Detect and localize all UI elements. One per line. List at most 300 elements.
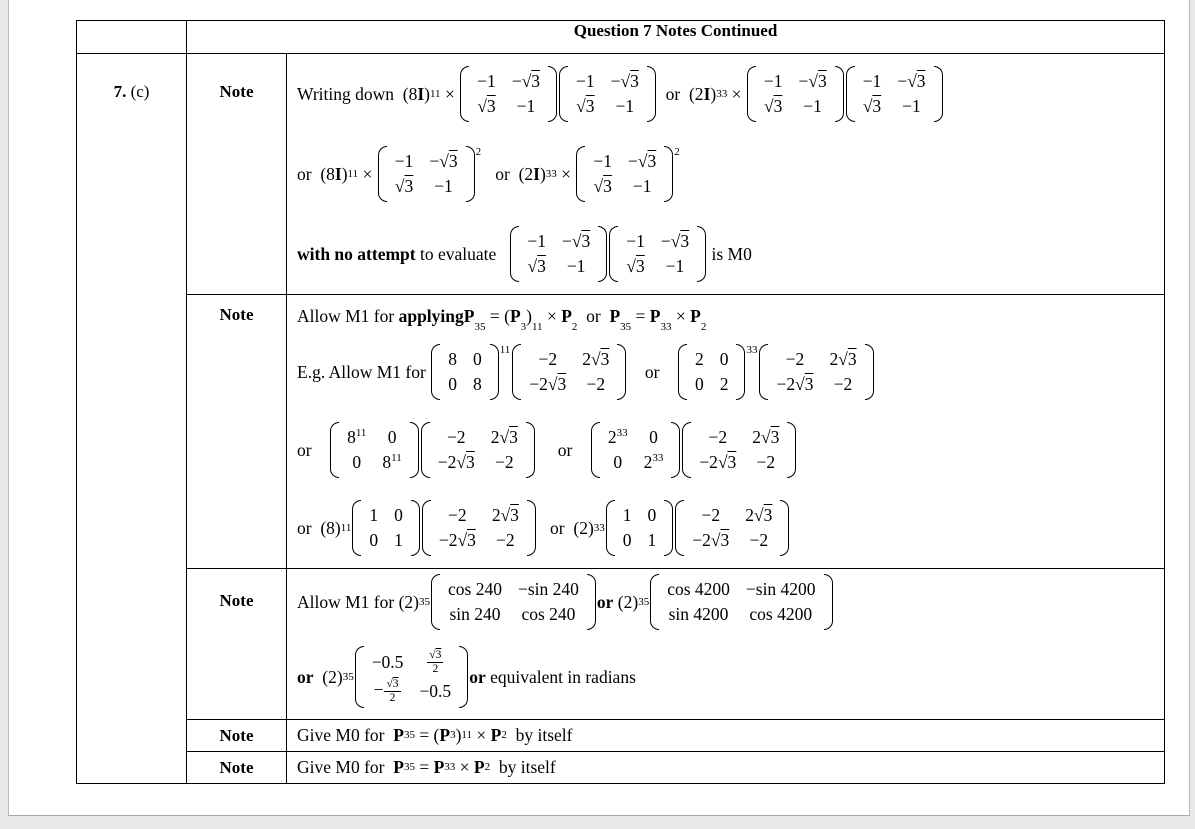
table-row <box>77 295 1165 569</box>
matrix-cell: −2 <box>448 504 467 525</box>
left-paren <box>678 344 687 400</box>
bold-text: I <box>703 83 711 104</box>
sqrt-radicand: 3 <box>581 230 591 251</box>
bold-text: or <box>469 666 486 687</box>
matrix-cell: −√3 <box>429 150 458 171</box>
note-content-3 <box>287 720 1165 752</box>
matrix-exponent: 11 <box>499 344 511 356</box>
matrix <box>460 65 557 123</box>
fraction-denominator: 2 <box>432 663 439 676</box>
matrix <box>352 499 420 557</box>
header-row <box>77 21 1165 54</box>
sqrt-radicand: 3 <box>510 504 519 525</box>
math-line: Give M0 for P 35 = P 33 × P 2 by itself <box>297 756 556 777</box>
matrix-cell: −1 <box>763 70 783 91</box>
left-paren <box>431 344 440 400</box>
matrix-cell: −1 <box>632 176 652 197</box>
right-paren <box>548 66 557 122</box>
matrix-grid <box>440 573 587 631</box>
math-line: Allow M1 for (2) 35 cos 240 −sin 240 sin 240 cos 240 or (2) 35 cos 4200 −sin 4200 sin 4200 cos 4200 <box>297 569 1158 635</box>
matrix-cell: −√3 <box>610 70 639 91</box>
sqrt-radicand: 3 <box>509 426 518 447</box>
header-empty-cell <box>77 21 187 54</box>
matrix-cell: −2√3 <box>438 530 476 551</box>
matrix-cell: −√3 <box>798 70 827 91</box>
sqrt-expression: √3 <box>576 96 595 117</box>
sqrt-radicand: 3 <box>635 256 645 277</box>
sqrt-expression: √3 <box>717 452 737 473</box>
matrix-cell: −2√3 <box>776 374 814 395</box>
right-paren <box>411 500 420 556</box>
bold-text: I <box>533 163 540 184</box>
sqrt-radicand: 3 <box>467 530 476 551</box>
sqrt-radicand: 3 <box>392 677 399 690</box>
sqrt-expression: √3 <box>499 426 518 447</box>
matrix-cell: 1 <box>622 504 632 525</box>
sqrt-expression: √3 <box>521 70 541 91</box>
right-paren <box>459 646 468 708</box>
left-paren <box>355 646 364 708</box>
matrix-cell: 0 <box>647 504 657 525</box>
matrix-cell: −2 <box>496 530 515 551</box>
matrix-cell: cos 4200 <box>749 604 813 625</box>
table-row <box>77 752 1165 784</box>
superscript: 33 <box>652 452 664 465</box>
matrix-cell: 0 <box>649 426 658 447</box>
fraction-numerator <box>384 678 400 692</box>
matrix <box>378 145 481 203</box>
matrix-cell <box>576 96 594 117</box>
right-paren <box>671 422 680 478</box>
sqrt-radicand: 3 <box>557 374 567 395</box>
sqrt-radicand: 3 <box>680 230 690 251</box>
pdf-page <box>8 0 1190 816</box>
left-paren <box>846 66 855 122</box>
matrix <box>355 645 469 709</box>
matrix-grid <box>691 421 787 479</box>
matrix-cell: −1 <box>665 256 685 277</box>
matrix-grid <box>618 225 697 283</box>
bold-text: P <box>561 306 572 326</box>
right-paren <box>664 500 673 556</box>
superscript: 33 <box>616 426 628 439</box>
sqrt-radicand: 3 <box>773 96 783 117</box>
matrix-cell: 2√3 <box>491 504 519 525</box>
left-paren <box>431 574 440 630</box>
sqrt-expression: √3 <box>907 70 926 91</box>
sqrt-expression: √3 <box>500 504 519 525</box>
table-row <box>77 720 1165 752</box>
matrix-grid <box>521 343 617 401</box>
math-line: with no attempt to evaluate −1 −√3 √3 −1 −1 −√3 √3 −1 is M0 <box>297 214 1158 294</box>
matrix <box>559 65 656 123</box>
matrix-cell: −√3 <box>897 70 926 91</box>
matrix-cell: 0 <box>694 374 704 395</box>
sqrt-radicand: 3 <box>537 256 546 277</box>
left-paren <box>422 500 431 556</box>
matrix-exponent: 33 <box>746 344 758 356</box>
sqrt-expression: √3 <box>571 230 591 251</box>
matrix-grid <box>440 343 490 401</box>
matrix-cell: −1 <box>626 230 645 251</box>
bold-text: or <box>297 666 314 687</box>
left-paren <box>352 500 361 556</box>
right-paren <box>865 344 874 400</box>
matrix-cell: −√3 <box>660 230 690 251</box>
sqrt-expression: √3 <box>637 150 657 171</box>
left-paren <box>759 344 768 400</box>
bold-text: P <box>463 306 475 326</box>
sqrt-expression: √3 <box>477 96 496 117</box>
sqrt-radicand: 3 <box>916 70 926 91</box>
matrix-grid <box>687 343 737 401</box>
matrix-cell <box>764 96 782 117</box>
left-paren <box>512 344 521 400</box>
right-paren <box>664 146 673 202</box>
matrix-cell: −1 <box>434 176 453 197</box>
matrix-cell <box>477 96 495 117</box>
matrix-cell <box>395 176 413 197</box>
sqrt-expression: √3 <box>456 452 475 473</box>
matrix <box>682 421 796 479</box>
matrix-grid <box>756 65 835 123</box>
fraction <box>427 649 443 676</box>
sqrt-radicand: 3 <box>404 176 414 197</box>
superscript: 11 <box>355 426 367 439</box>
math-line: or (8) 11 1 0 0 1 −2 2√3 −2√3 −2 or (2) 33 1 0 0 1 −2 2√3 −2√3 −2 <box>297 489 1158 567</box>
left-paren <box>330 422 339 478</box>
matrix <box>576 145 679 203</box>
matrix-cell: −2 <box>833 374 853 395</box>
left-paren <box>650 574 659 630</box>
matrix-cell: −1 <box>615 96 635 117</box>
bold-text: P <box>393 724 404 745</box>
sqrt-radicand: 3 <box>727 452 737 473</box>
math-line: or $8^{11}$ 0 0 $8^{11}$ −2 2√3 −2√3 −2 or $2^{33}$ 0 0 $2^{33}$ −2 2√3 −2√3 −2 <box>297 411 1158 489</box>
matrix-exponent: 2 <box>674 146 680 158</box>
table-row <box>77 54 1165 295</box>
matrix-cell: −sin 4200 <box>745 578 816 599</box>
notes-table <box>76 20 1165 784</box>
right-paren <box>598 226 607 282</box>
matrix-cell: −2√3 <box>529 374 567 395</box>
bold-text: with no attempt <box>297 243 416 264</box>
fraction-denominator: 2 <box>389 691 396 704</box>
sqrt-expression: √3 <box>527 256 546 277</box>
matrix-cell: −2 <box>785 348 805 369</box>
note-content-0 <box>287 54 1165 295</box>
right-paren <box>526 422 535 478</box>
matrix-grid <box>659 573 823 631</box>
matrix-cell: −2 <box>494 452 514 473</box>
bold-text: applying <box>398 306 464 326</box>
matrix-grid <box>600 421 672 479</box>
sqrt-radicand: 3 <box>486 96 496 117</box>
matrix <box>675 499 789 557</box>
matrix-cell: 2√3 <box>752 426 780 447</box>
left-paren <box>606 500 615 556</box>
matrix-cell: −2 <box>586 374 606 395</box>
right-paren <box>697 226 706 282</box>
math-line: Allow M1 for applying P 35 = ( P 3 ) 11 × P 2 or P 35 = P 33 × P 2 <box>297 306 707 333</box>
sqrt-radicand: 3 <box>466 452 475 473</box>
matrix-grid <box>387 145 466 203</box>
matrix-grid <box>339 421 410 479</box>
matrix-cell: −sin 240 <box>517 578 579 599</box>
matrix-cell: 1 <box>394 530 403 551</box>
right-paren <box>587 574 596 630</box>
superscript: 11 <box>391 452 402 465</box>
bold-text: P <box>690 306 701 326</box>
sqrt-expression: √3 <box>761 426 780 447</box>
matrix-cell: 0 <box>394 504 403 525</box>
matrix-cell: 1 <box>369 504 379 525</box>
matrix-cell: cos 4200 <box>667 578 730 599</box>
table-row <box>77 569 1165 720</box>
right-paren <box>835 66 844 122</box>
fraction <box>384 678 400 705</box>
matrix-cell: −2√3 <box>699 452 737 473</box>
matrix-cell: −1 <box>516 96 536 117</box>
matrix-cell: 1 <box>647 530 657 551</box>
matrix-grid <box>469 65 548 123</box>
right-paren <box>934 66 943 122</box>
matrix-cell: $8^{11}$ <box>382 452 402 473</box>
matrix-cell: −√3 <box>562 230 591 251</box>
matrix <box>421 421 535 479</box>
right-paren <box>617 344 626 400</box>
fraction-numerator <box>427 649 443 663</box>
matrix-cell: 2 <box>694 348 704 369</box>
matrix <box>431 343 510 401</box>
sqrt-expression: √3 <box>547 374 567 395</box>
matrix-cell: −1 <box>902 96 921 117</box>
matrix-cell: −2 <box>756 452 776 473</box>
left-paren <box>675 500 684 556</box>
matrix-cell <box>626 256 644 277</box>
matrix-cell: −1 <box>477 70 496 91</box>
sqrt-radicand: 3 <box>847 348 857 369</box>
matrix-cell <box>426 649 444 676</box>
sqrt-radicand: 3 <box>603 176 612 197</box>
sqrt-expression: √3 <box>795 374 814 395</box>
math-line: Give M0 for P 35 = ( P 3 ) 11 × P 2 by itself <box>297 724 573 745</box>
sqrt-radicand: 3 <box>720 530 730 551</box>
sqrt-radicand: 3 <box>630 70 639 91</box>
right-paren <box>736 344 745 400</box>
matrix-cell <box>863 96 881 117</box>
sqrt-expression: √3 <box>593 176 612 197</box>
matrix-cell: −1 <box>803 96 822 117</box>
sqrt-expression: √3 <box>670 230 690 251</box>
question-number-cell <box>77 54 187 784</box>
matrix-grid <box>684 499 780 557</box>
bold-text: P <box>649 306 661 326</box>
matrix-cell: cos 240 <box>448 578 502 599</box>
matrix-cell: cos 240 <box>521 604 576 625</box>
matrix-grid <box>431 499 527 557</box>
note-label-2: Note <box>187 569 287 720</box>
matrix-cell: 2√3 <box>582 348 610 369</box>
sqrt-expression: √3 <box>394 176 414 197</box>
matrix-grid <box>364 645 460 709</box>
matrix-exponent: 2 <box>475 146 482 158</box>
note-label-3: Note <box>187 720 287 752</box>
matrix-cell: 2√3 <box>829 348 857 369</box>
right-paren <box>824 574 833 630</box>
sqrt-expression: √3 <box>626 256 645 277</box>
matrix-cell: $2^{33}$ <box>643 452 664 473</box>
matrix-cell: 0 <box>352 452 362 473</box>
left-paren <box>576 146 585 202</box>
sqrt-expression: √3 <box>862 96 882 117</box>
matrix-cell: −1 <box>394 150 414 171</box>
sqrt-radicand: 3 <box>531 70 541 91</box>
question-part-label: (c) <box>126 82 150 101</box>
matrix-cell: −1 <box>566 256 586 277</box>
sqrt-expression: √3 <box>754 504 773 525</box>
matrix-cell: −2√3 <box>437 452 475 473</box>
bold-text: P <box>439 724 451 745</box>
right-paren <box>466 146 475 202</box>
right-paren <box>410 422 419 478</box>
matrix <box>759 343 873 401</box>
sqrt-radicand: 3 <box>804 374 814 395</box>
left-paren <box>421 422 430 478</box>
matrix <box>591 421 681 479</box>
note-content-2 <box>287 569 1165 720</box>
table-title: Question 7 Notes Continued <box>187 21 1165 54</box>
matrix-cell: 8 <box>448 348 457 369</box>
sqrt-radicand: 3 <box>585 96 595 117</box>
left-paren <box>609 226 618 282</box>
math-line: or (2) 35 −0.5 $\frac{√3}{2}$ − $\frac{√3}{2}$ −0.5 or equivalent in radians <box>297 635 1158 719</box>
bold-text: P <box>393 756 404 777</box>
matrix-cell: 2√3 <box>745 504 773 525</box>
bold-text: P <box>490 724 502 745</box>
matrix-cell: −2 <box>538 348 558 369</box>
matrix-cell <box>528 256 546 277</box>
matrix <box>431 573 596 631</box>
sqrt-radicand: 3 <box>448 150 458 171</box>
sqrt-radicand: 3 <box>817 70 827 91</box>
matrix-grid <box>430 421 526 479</box>
left-paren <box>682 422 691 478</box>
matrix-grid <box>615 499 665 557</box>
matrix <box>422 499 536 557</box>
matrix-cell: $8^{11}$ <box>347 426 367 447</box>
note-label-1: Note <box>187 295 287 569</box>
note-label-0: Note <box>187 54 287 295</box>
left-paren <box>510 226 519 282</box>
sqrt-radicand: 3 <box>770 426 780 447</box>
sqrt-radicand: 3 <box>600 348 610 369</box>
matrix <box>512 343 626 401</box>
matrix-grid <box>855 65 934 123</box>
matrix-cell: −2 <box>749 530 769 551</box>
sqrt-expression: √3 <box>591 348 610 369</box>
bold-text: P <box>509 306 521 326</box>
matrix-cell: −0.5 <box>371 652 404 673</box>
math-line: Writing down (8 I ) 11 × −1 −√3 √3 −1 −1 −√3 √3 −1 or (2 I ) 33 × −1 −√3 √3 −1 −1 −√3 √3 −1 <box>297 54 1158 134</box>
right-paren <box>780 500 789 556</box>
matrix-cell: −2 <box>446 426 466 447</box>
sqrt-expression: √3 <box>620 70 639 91</box>
matrix-cell: 0 <box>613 452 623 473</box>
right-paren <box>647 66 656 122</box>
math-line: or (8 I ) 11 × −1 −√3 √3 −1 $^2$ or (2 I ) 33 × −1 −√3 √3 −1 $^2$ <box>297 134 1158 214</box>
sqrt-radicand: 3 <box>435 649 442 662</box>
left-paren <box>559 66 568 122</box>
matrix-cell: $2^{33}$ <box>607 426 628 447</box>
matrix-cell: −0.5 <box>419 680 452 701</box>
sqrt-expression: √3 <box>386 677 399 690</box>
matrix-cell: 0 <box>448 374 457 395</box>
matrix-cell: sin 240 <box>449 604 501 625</box>
note-content-1 <box>287 295 1165 569</box>
matrix-grid <box>585 145 664 203</box>
matrix-cell: −1 <box>576 70 595 91</box>
matrix-cell: −1 <box>862 70 882 91</box>
sqrt-expression: √3 <box>429 649 442 662</box>
bold-text: P <box>473 756 485 777</box>
matrix-cell: 2 <box>719 374 729 395</box>
matrix-cell: 0 <box>622 530 632 551</box>
matrix-cell: 0 <box>719 348 729 369</box>
matrix <box>609 225 706 283</box>
matrix <box>678 343 758 401</box>
matrix-grid <box>568 65 647 123</box>
matrix-grid <box>361 499 411 557</box>
math-line: E.g. Allow M1 for 8 0 0 8 $^{11}$ −2 2√3 −2√3 −2 or 2 0 0 2 $^{33}$ −2 2√3 −2√3 −2 <box>297 333 1158 411</box>
note-label-4: Note <box>187 752 287 784</box>
sqrt-expression: √3 <box>710 530 730 551</box>
sqrt-expression: √3 <box>838 348 857 369</box>
bold-text: I <box>334 163 342 184</box>
matrix-cell: −1 <box>593 150 613 171</box>
left-paren <box>460 66 469 122</box>
right-paren <box>787 422 796 478</box>
right-paren <box>527 500 536 556</box>
sqrt-radicand: 3 <box>763 504 773 525</box>
matrix-cell: −2 <box>701 504 721 525</box>
left-paren <box>378 146 387 202</box>
left-paren <box>747 66 756 122</box>
matrix-cell: 0 <box>369 530 379 551</box>
matrix-cell <box>594 176 612 197</box>
matrix-cell: −√3 <box>511 70 541 91</box>
bold-text: or <box>596 591 614 612</box>
matrix <box>510 225 607 283</box>
matrix-cell: 0 <box>472 348 482 369</box>
bold-text: P <box>433 756 445 777</box>
matrix-cell: sin 4200 <box>668 604 729 625</box>
matrix-grid <box>519 225 598 283</box>
sqrt-expression: √3 <box>808 70 827 91</box>
matrix-grid <box>768 343 864 401</box>
left-paren <box>591 422 600 478</box>
matrix <box>330 421 419 479</box>
matrix-cell: −2 <box>708 426 728 447</box>
sqrt-expression: √3 <box>457 530 476 551</box>
matrix <box>846 65 943 123</box>
bold-text: P <box>609 306 621 326</box>
matrix-cell: −2√3 <box>692 530 730 551</box>
question-number-bold: 7. <box>113 82 127 101</box>
matrix-cell: 8 <box>472 374 482 395</box>
right-paren <box>490 344 499 400</box>
matrix <box>650 573 832 631</box>
